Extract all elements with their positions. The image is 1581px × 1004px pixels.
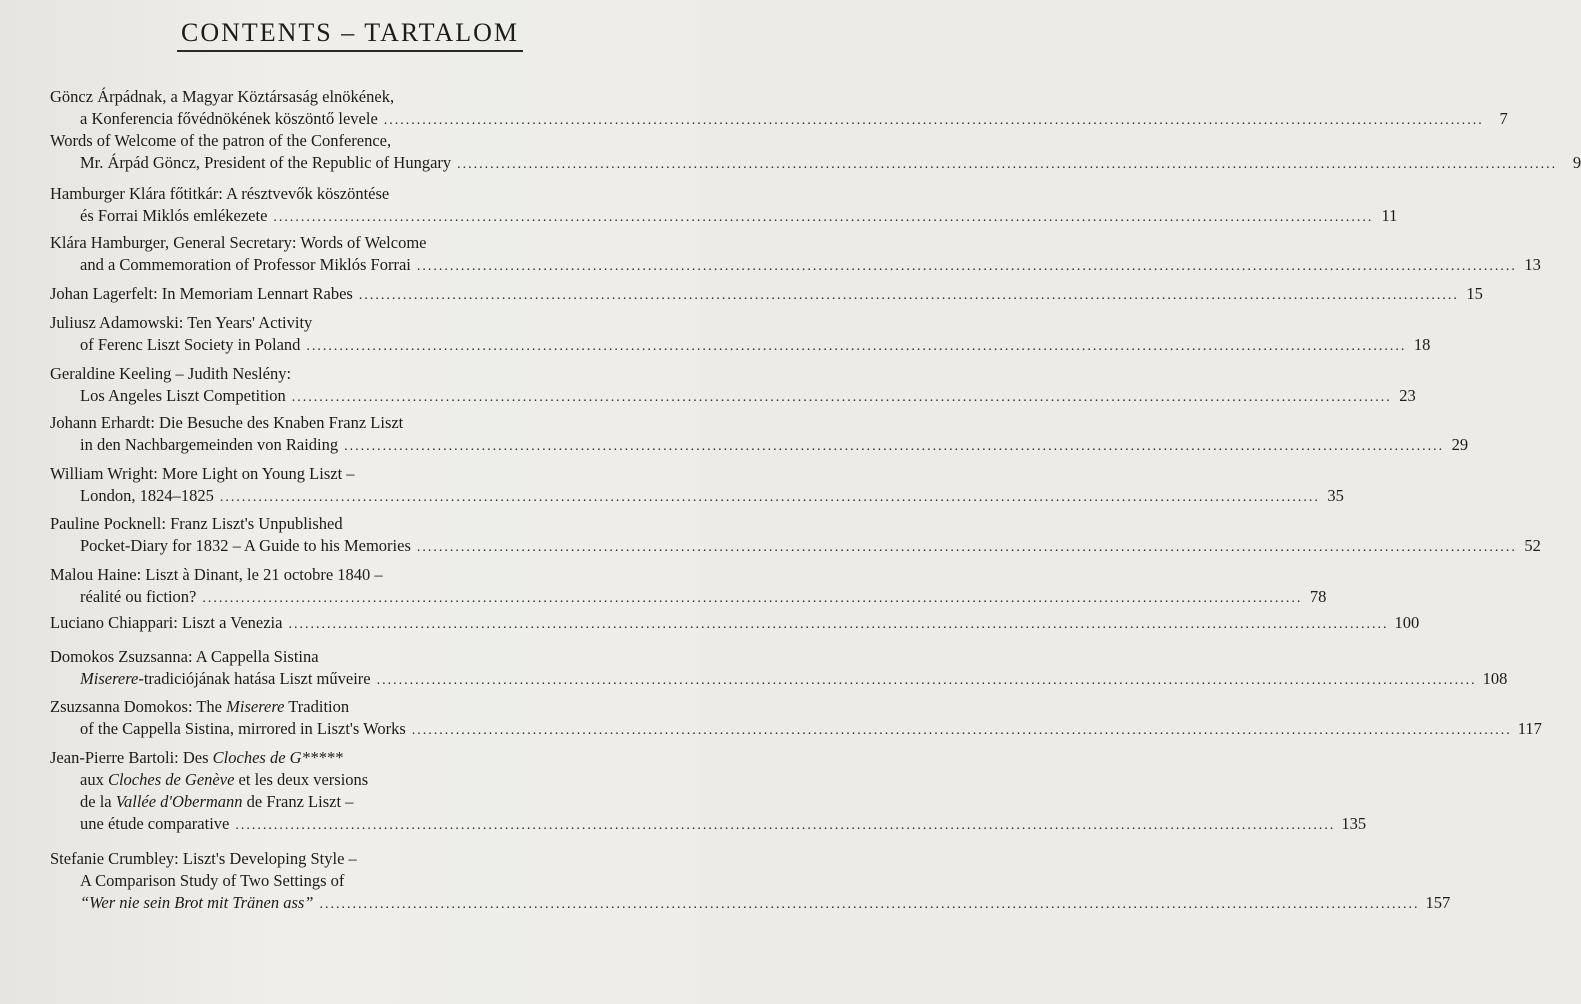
page-title: CONTENTS – TARTALOM (177, 18, 523, 52)
toc-entry-text: Juliusz Adamowski: Ten Years' Activity (50, 313, 313, 332)
toc-entry (0, 513, 1541, 559)
toc-entry (0, 232, 1541, 278)
toc-entry-text: Geraldine Keeling – Judith Neslény: (50, 364, 292, 383)
toc-entry-text: Domokos Zsuzsanna: A Cappella Sistina (50, 647, 319, 666)
toc-entry-text: Mr. Árpád Göncz, President of the Republic of Hungary (80, 153, 452, 172)
toc-entry-last-line (50, 612, 1420, 636)
toc-entry (0, 463, 1344, 509)
leader-dots: ........................................................................................................................................................................................................ (306, 339, 1407, 354)
toc-entry-last-line (50, 892, 1451, 916)
page-number: 100 (1394, 613, 1420, 632)
page-number: 7 (1499, 109, 1508, 128)
page-number: 11 (1381, 206, 1398, 225)
leader-dots: ........................................................................................................................................................................................................ (376, 673, 1477, 688)
page-number: 13 (1524, 255, 1541, 274)
page-number: 15 (1466, 284, 1483, 303)
leader-dots: ........................................................................................................................................................................................................ (344, 439, 1445, 454)
toc-entry-text: Pocket-Diary for 1832 – A Guide to his Memories (80, 536, 411, 555)
toc-entry (0, 848, 1451, 916)
leader-dots: ........................................................................................................................................................................................................ (319, 897, 1420, 912)
toc-entry (0, 183, 1398, 229)
toc-entry (0, 412, 1469, 458)
toc-entry-text: Luciano Chiappari: Liszt a Venezia (50, 613, 283, 632)
toc-entry-last-line (50, 205, 1398, 229)
leader-dots: ........................................................................................................................................................................................................ (416, 540, 1517, 555)
page-number: 35 (1327, 486, 1344, 505)
page-number: 157 (1425, 893, 1451, 912)
page-number: 135 (1341, 814, 1367, 833)
toc-entry-last-line (50, 586, 1327, 610)
leader-dots: ........................................................................................................................................................................................................ (219, 490, 1320, 505)
toc-entry (0, 363, 1416, 409)
toc-entry (0, 130, 1581, 176)
toc-entry-text: Klára Hamburger, General Secretary: Words of Welcome (50, 233, 427, 252)
toc-entry-text: Pauline Pocknell: Franz Liszt's Unpublished (50, 514, 343, 533)
toc-entry-last-line (50, 485, 1344, 509)
toc-entry-last-line (50, 813, 1367, 837)
toc-entry-last-line (50, 334, 1431, 358)
toc-entry-text: és Forrai Miklós emlékezete (80, 206, 268, 225)
toc-entry-last-line (50, 668, 1508, 692)
toc-entry-text: A Comparison Study of Two Settings of (80, 871, 345, 890)
toc-entry-last-line (50, 385, 1416, 409)
toc-entry-text: Zsuzsanna Domokos: The Miserere Tradition (50, 697, 350, 716)
toc-entry-text: in den Nachbargemeinden von Raiding (80, 435, 339, 454)
toc-entry (0, 86, 1508, 132)
toc-entry-text: Words of Welcome of the patron of the Conference, (50, 131, 392, 150)
toc-entry-text: Miserere-tradiciójának hatása Liszt műveire (80, 669, 371, 688)
page-number: 23 (1399, 386, 1416, 405)
toc-entry-text: of the Cappella Sistina, mirrored in Liszt's Works (80, 719, 406, 738)
page-number: 9 (1572, 153, 1581, 172)
leader-dots: ........................................................................................................................................................................................................ (291, 390, 1392, 405)
leader-dots: ........................................................................................................................................................................................................ (383, 113, 1484, 128)
toc-entry-last-line (50, 283, 1483, 307)
leader-dots: ........................................................................................................................................................................................................ (202, 591, 1303, 606)
toc-entry-text: Stefanie Crumbley: Liszt's Developing Style – (50, 849, 357, 868)
page-number: 117 (1517, 719, 1542, 738)
leader-dots: ........................................................................................................................................................................................................ (273, 210, 1374, 225)
toc-entry-text: “Wer nie sein Brot mit Tränen ass” (80, 893, 314, 912)
toc-entry (0, 747, 1367, 837)
toc-entry-text: London, 1824–1825 (80, 486, 214, 505)
toc-entry-last-line (50, 108, 1508, 132)
leader-dots: ........................................................................................................................................................................................................ (457, 157, 1558, 172)
toc-entry (0, 612, 1420, 636)
toc-entry-text: Johann Erhardt: Die Besuche des Knaben Franz Liszt (50, 413, 404, 432)
toc-entry-last-line (50, 254, 1541, 278)
title-wrap (0, 18, 700, 52)
leader-dots: ........................................................................................................................................................................................................ (358, 288, 1459, 303)
toc-entry-text: aux Cloches de Genève et les deux versions (80, 770, 369, 789)
page-number: 52 (1524, 536, 1541, 555)
toc-entry-text: a Konferencia fővédnökének köszöntő levele (80, 109, 378, 128)
toc-entry (0, 283, 1483, 307)
page-number: 29 (1451, 435, 1469, 454)
toc-entry-last-line (50, 718, 1542, 742)
toc-entry (0, 696, 1542, 742)
toc-entry-last-line (50, 535, 1541, 559)
leader-dots: ........................................................................................................................................................................................................ (288, 617, 1389, 632)
toc-entry-text: réalité ou fiction? (80, 587, 197, 606)
toc-entry-text: Johan Lagerfelt: In Memoriam Lennart Rabes (50, 284, 353, 303)
toc-entry (0, 564, 1327, 610)
toc-entry-text: Los Angeles Liszt Competition (80, 386, 286, 405)
page-number: 108 (1482, 669, 1508, 688)
toc-entry-text: Jean-Pierre Bartoli: Des Cloches de G***** (50, 748, 343, 767)
toc-entry-text: Göncz Árpádnak, a Magyar Köztársaság elnökének, (50, 87, 395, 106)
toc-entry-text: and a Commemoration of Professor Miklós Forrai (80, 255, 411, 274)
toc-entry-text: William Wright: More Light on Young Liszt – (50, 464, 355, 483)
page-number: 18 (1413, 335, 1431, 354)
leader-dots: ........................................................................................................................................................................................................ (411, 723, 1512, 738)
toc-entry-text: Malou Haine: Liszt à Dinant, le 21 octobre 1840 – (50, 565, 383, 584)
toc-entry-text: de la Vallée d'Obermann de Franz Liszt – (80, 792, 354, 811)
toc-entry (0, 646, 1508, 692)
toc-entry (0, 312, 1431, 358)
leader-dots: ........................................................................................................................................................................................................ (416, 259, 1517, 274)
toc-entry-last-line (50, 152, 1581, 176)
page-number: 78 (1309, 587, 1327, 606)
toc-entry-text: une étude comparative (80, 814, 230, 833)
toc-entry-last-line (50, 434, 1469, 458)
toc-entry-text: of Ferenc Liszt Society in Poland (80, 335, 301, 354)
leader-dots: ........................................................................................................................................................................................................ (235, 818, 1336, 833)
toc-entry-text: Hamburger Klára főtitkár: A résztvevők köszöntése (50, 184, 390, 203)
